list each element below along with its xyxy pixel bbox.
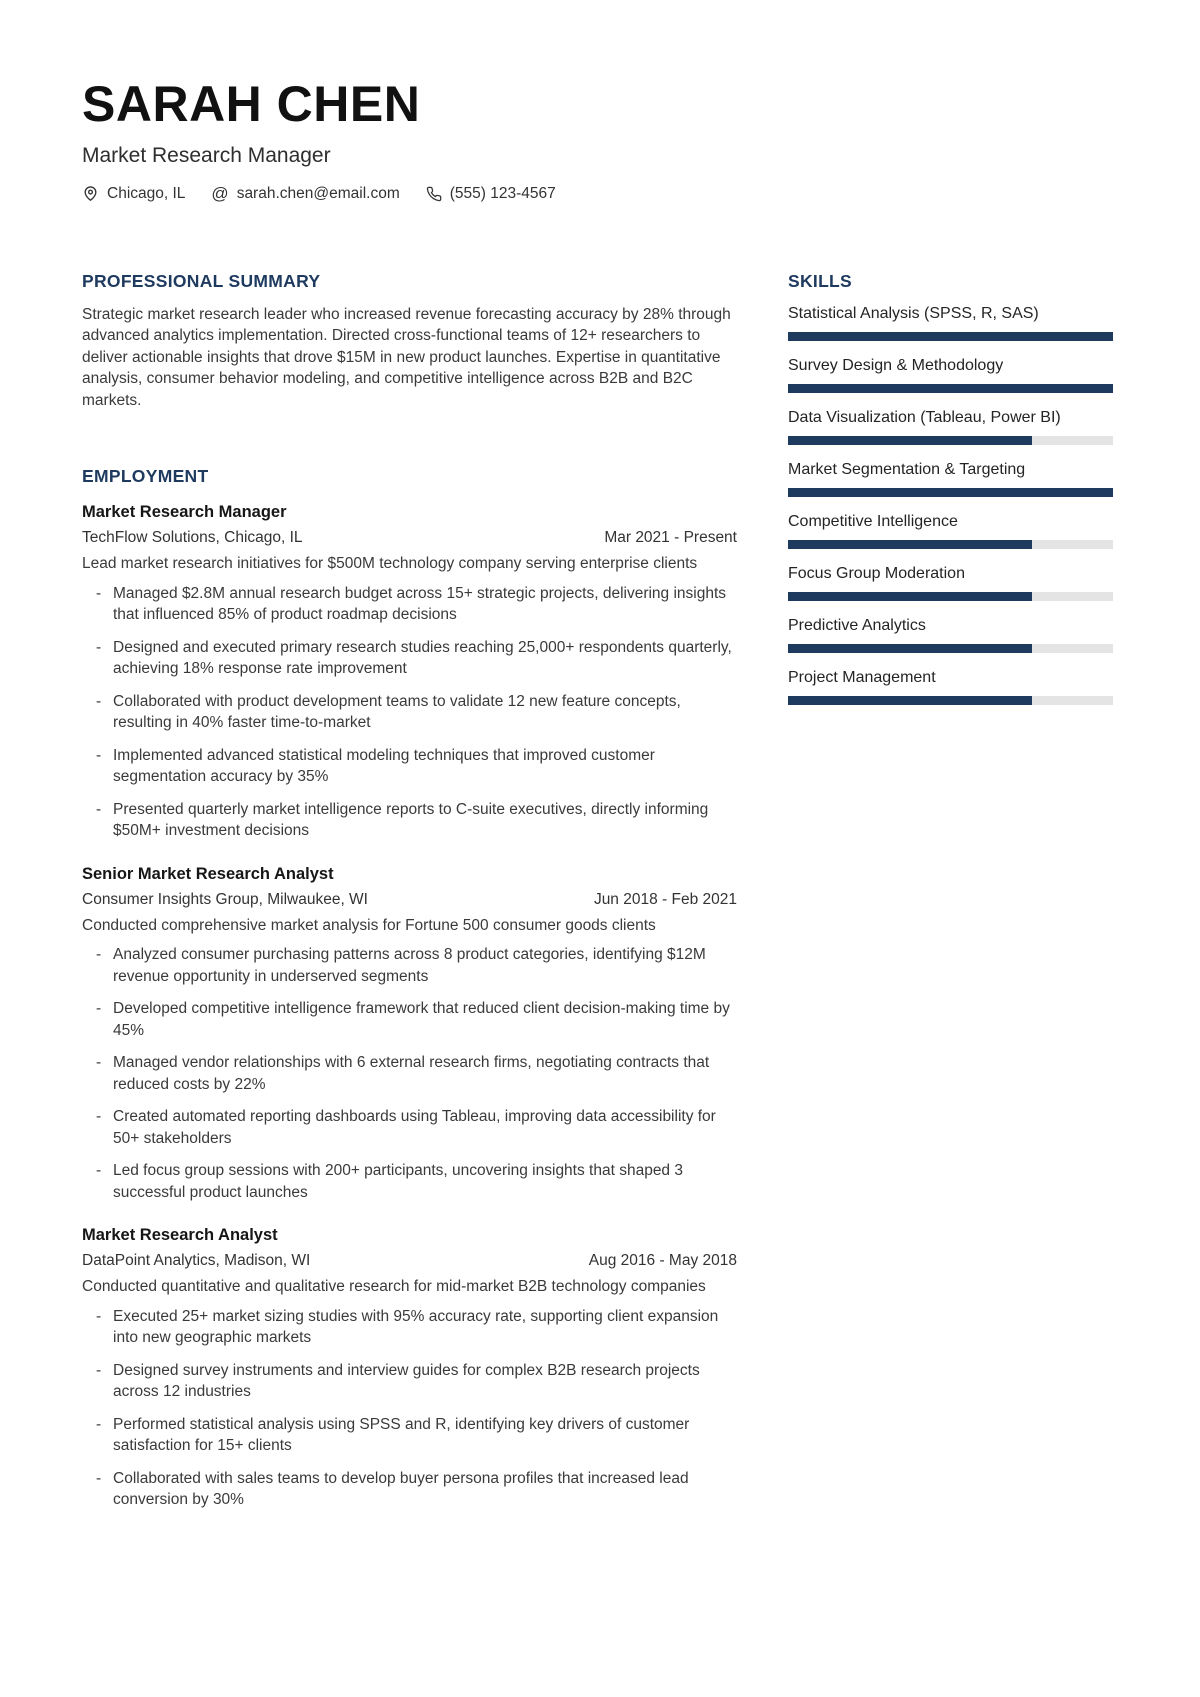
bullet-item (82, 1468, 737, 1511)
skill-label: Survey Design & Methodology (788, 356, 1004, 374)
bullet-text: Designed survey instruments and interview guides for complex B2B research projects across 12 industries (113, 1361, 700, 1400)
location-icon (82, 185, 99, 202)
skill-bar (788, 436, 1113, 445)
skill-item (788, 304, 1113, 341)
job-company: TechFlow Solutions, Chicago, IL (82, 529, 303, 546)
skills-heading: SKILLS (788, 270, 853, 291)
bullet-text: Managed $2.8M annual research budget across 15+ strategic projects, delivering insights that influenced 85% of product roadmap decisions (113, 584, 727, 623)
skill-label: Data Visualization (Tableau, Power BI) (788, 408, 1061, 426)
skill-label: Competitive Intelligence (788, 512, 958, 530)
skill-item (788, 564, 1113, 601)
bullet-marker: - (96, 692, 102, 710)
skill-bar (788, 488, 1113, 497)
bullet-item (82, 944, 737, 987)
job-meta-row (82, 1251, 737, 1271)
bullet-text: Designed and executed primary research studies reaching 25,000+ respondents quarterly, achieving 18% response rate improvement (113, 638, 732, 677)
phone-icon (426, 186, 442, 202)
candidate-title: Market Research Manager (82, 143, 331, 167)
skill-label: Statistical Analysis (SPSS, R, SAS) (788, 304, 1039, 322)
bullet-item (82, 1052, 737, 1095)
bullet-item (82, 1306, 737, 1349)
job-dates: Aug 2016 - May 2018 (588, 1252, 737, 1269)
contact-email-text: sarah.chen@email.com (236, 184, 400, 202)
bullet-item (82, 998, 737, 1041)
bullet-item (82, 691, 737, 734)
skill-item (788, 512, 1113, 549)
job-description: Conducted quantitative and qualitative research for mid-market B2B technology companies (82, 1278, 706, 1295)
skill-bar-fill (788, 436, 1032, 445)
skill-label: Predictive Analytics (788, 616, 926, 634)
bullet-text: Presented quarterly market intelligence reports to C-suite executives, directly informing $50M+ investment decisions (113, 800, 709, 839)
job-title: Market Research Manager (82, 503, 287, 521)
skill-bar-fill (788, 488, 1113, 497)
job-entry (82, 1225, 737, 1511)
job-dates: Jun 2018 - Feb 2021 (593, 890, 737, 908)
bullet-marker: - (96, 1054, 102, 1071)
contact-phone-text: (555) 123-4567 (449, 184, 556, 202)
bullet-text: Developed competitive intelligence framework that reduced client decision-making time by 45% (113, 1000, 730, 1039)
bullet-text: Collaborated with sales teams to develop buyer persona profiles that increased lead conversion by 30% (113, 1469, 689, 1508)
bullet-text: Collaborated with product development teams to validate 12 new feature concepts, resulting in 40% faster time-to-market (113, 692, 681, 731)
bullet-marker: - (96, 1307, 102, 1325)
skill-label: Focus Group Moderation (788, 564, 965, 582)
resume-header (82, 78, 1113, 203)
email-icon: @ (211, 184, 229, 203)
skill-bar (788, 696, 1113, 705)
job-description: Conducted comprehensive market analysis for Fortune 500 consumer goods clients (82, 916, 656, 934)
skill-bar (788, 592, 1113, 601)
contact-row (82, 185, 1113, 203)
skill-bar (788, 332, 1113, 341)
skill-label: Market Segmentation & Targeting (788, 460, 1026, 478)
employment-section (82, 466, 737, 1511)
job-bullets (82, 1306, 737, 1511)
bullet-marker: - (96, 746, 102, 764)
bullet-text: Performed statistical analysis using SPSS and R, identifying key drivers of customer satisfaction for 15+ clients (113, 1415, 690, 1454)
bullet-item (82, 1414, 737, 1457)
summary-text: Strategic market research leader who increased revenue forecasting accuracy by 28% through advanced analytics implementation. Directed cross-functional teams of 12+ researchers to deliver actionable insights that drove $15M in new product launches. Expertise in quantitative analysis, consumer behavior modeling, and competitive intelligence across B2B and B2C markets. (82, 305, 731, 409)
job-company: DataPoint Analytics, Madison, WI (82, 1252, 311, 1269)
bullet-marker: - (96, 946, 102, 963)
skill-item (788, 460, 1113, 497)
job-title: Market Research Analyst (82, 1226, 278, 1244)
bullet-marker: - (96, 1415, 102, 1433)
skill-bar (788, 540, 1113, 549)
summary-heading: PROFESSIONAL SUMMARY (82, 270, 321, 291)
skills-column (788, 271, 1113, 720)
skills-list (788, 304, 1113, 705)
bullet-text: Implemented advanced statistical modeling techniques that improved customer segmentation accuracy by 35% (113, 746, 655, 785)
skill-item (788, 408, 1113, 445)
job-title: Senior Market Research Analyst (82, 864, 334, 883)
candidate-name: SARAH CHEN (82, 76, 421, 132)
bullet-item (82, 799, 737, 842)
skill-bar-fill (788, 592, 1032, 601)
skill-bar (788, 644, 1113, 653)
job-entry (82, 864, 737, 1204)
bullet-text: Managed vendor relationships with 6 external research firms, negotiating contracts that reduced costs by 22% (113, 1054, 710, 1093)
bullet-marker: - (96, 638, 102, 656)
bullet-item (82, 1160, 737, 1203)
bullet-item (82, 1106, 737, 1149)
job-bullets (82, 583, 737, 842)
bullet-item (82, 1360, 737, 1403)
skill-bar (788, 384, 1113, 393)
skill-item (788, 616, 1113, 653)
bullet-text: Led focus group sessions with 200+ participants, uncovering insights that shaped 3 successful product launches (113, 1162, 683, 1201)
employment-heading: EMPLOYMENT (82, 466, 209, 486)
summary-section (82, 271, 737, 412)
bullet-marker: - (96, 800, 102, 818)
contact-location-text: Chicago, IL (107, 184, 186, 202)
job-description: Lead market research initiatives for $500M technology company serving enterprise clients (82, 555, 698, 572)
job-bullets (82, 944, 737, 1203)
contact-phone (426, 185, 556, 203)
bullet-marker: - (96, 1361, 102, 1379)
main-column (82, 271, 737, 1511)
bullet-item (82, 637, 737, 680)
job-meta-row (82, 890, 737, 910)
contact-email (211, 185, 399, 203)
bullet-text: Analyzed consumer purchasing patterns across 8 product categories, identifying $12M revenue opportunity in underserved segments (113, 946, 706, 985)
skill-label: Project Management (788, 668, 936, 686)
content-columns (82, 271, 1113, 1511)
bullet-marker: - (96, 1162, 102, 1179)
bullet-marker: - (96, 584, 102, 602)
skill-bar-fill (788, 644, 1032, 653)
job-entry (82, 502, 737, 842)
bullet-marker: - (96, 1469, 102, 1487)
job-meta-row (82, 528, 737, 548)
skill-bar-fill (788, 696, 1032, 705)
skill-item (788, 668, 1113, 705)
job-company: Consumer Insights Group, Milwaukee, WI (82, 890, 368, 908)
job-dates: Mar 2021 - Present (604, 529, 737, 546)
skill-bar-fill (788, 540, 1032, 549)
bullet-item (82, 745, 737, 788)
jobs-list (82, 502, 737, 1511)
bullet-marker: - (96, 1108, 102, 1125)
bullet-marker: - (96, 1000, 102, 1017)
bullet-text: Created automated reporting dashboards using Tableau, improving data accessibility for 50+ stakeholders (113, 1108, 716, 1147)
bullet-text: Executed 25+ market sizing studies with 95% accuracy rate, supporting client expansion into new geographic markets (113, 1307, 719, 1346)
bullet-item (82, 583, 737, 626)
skill-bar-fill (788, 384, 1113, 393)
skill-bar-fill (788, 332, 1113, 341)
skill-item (788, 356, 1113, 393)
contact-location (82, 185, 185, 203)
